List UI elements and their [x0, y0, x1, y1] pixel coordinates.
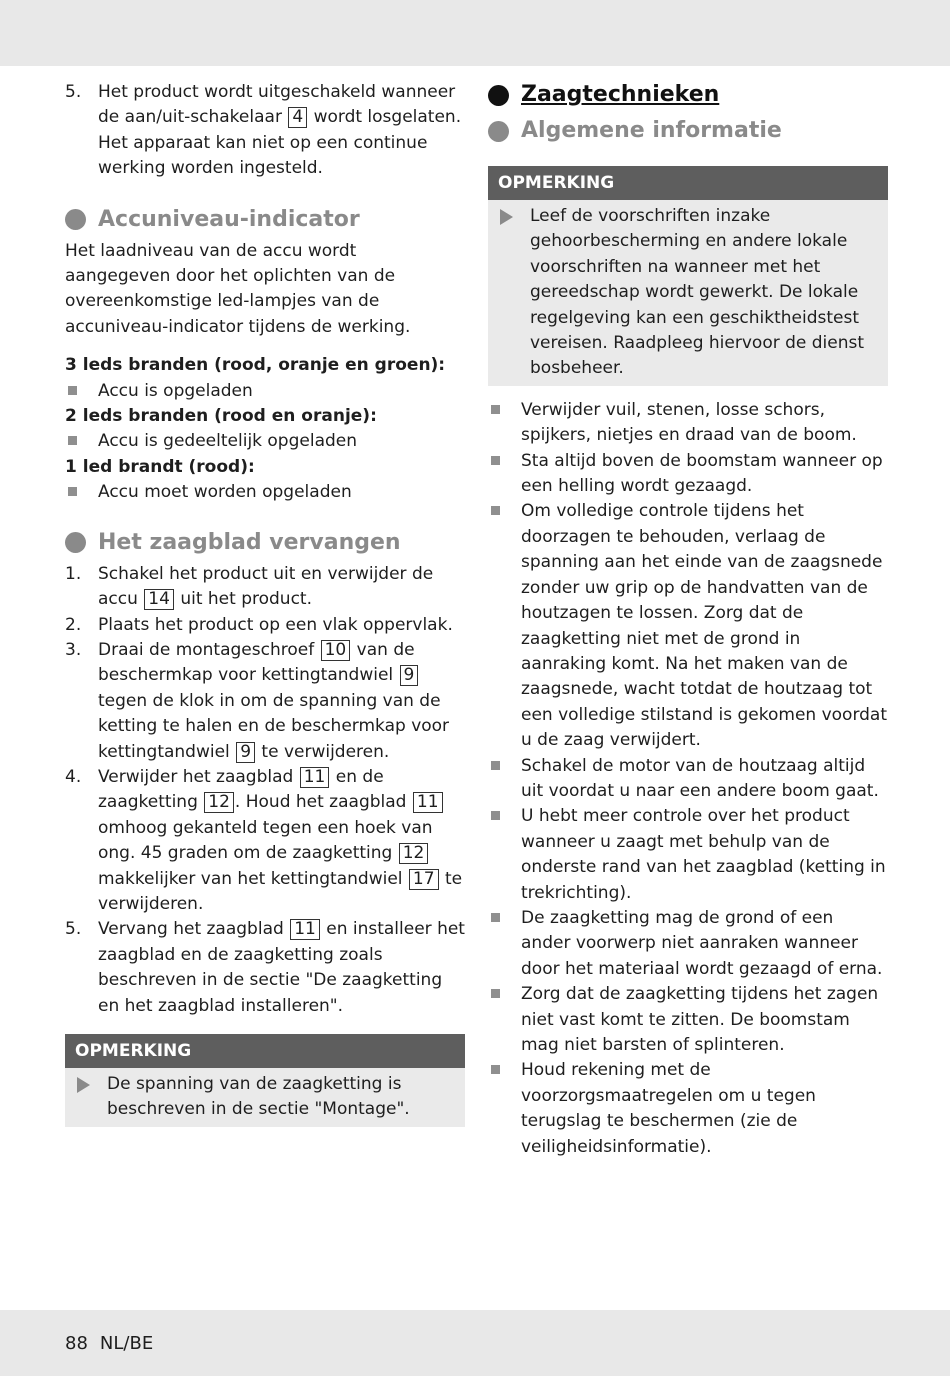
list-item [65, 429, 465, 454]
step-text-part: Schakel het product uit en verwijder de accu [98, 563, 434, 610]
square-bullet-icon [65, 480, 98, 505]
list-item [65, 379, 465, 404]
square-bullet-icon [488, 1058, 521, 1160]
step-text-part: makkelijker van het kettingtandwiel [98, 868, 403, 889]
list-item [488, 449, 888, 500]
list-item [65, 480, 465, 505]
step-text-part: en installeer het zaagblad en de zaagketting zoals beschreven in de sectie "De zaagketting en het zaagblad installeren". [98, 919, 465, 1016]
section-heading-accu [65, 205, 465, 235]
arrow-right-icon [498, 204, 530, 382]
step-text-part: Verwijder het zaagblad [98, 766, 294, 787]
note-item [498, 204, 878, 382]
step-text-part: Vervang het zaagblad [98, 919, 284, 940]
step-number: 5. [65, 919, 82, 940]
state-title: 3 leds branden (rood, oranje en groen): [65, 355, 446, 376]
square-bullet-icon [65, 379, 98, 404]
step-text [98, 562, 465, 613]
section-heading-blade [65, 528, 465, 558]
bullet-dot-icon [65, 209, 86, 230]
square-bullet-icon [488, 982, 521, 1058]
list-item [488, 398, 888, 449]
item-text: Schakel de motor van de houtzaag altijd uit voordat u naar een andere boom gaat. [521, 755, 879, 801]
step-1 [65, 562, 465, 613]
item-text: Sta altijd boven de boomstam wanneer op een helling wordt gezaagd. [521, 450, 883, 497]
part-ref: 11 [290, 919, 320, 940]
square-bullet-icon [488, 804, 521, 906]
part-ref: 11 [413, 792, 443, 813]
square-bullet-icon [488, 398, 521, 449]
part-ref: 9 [236, 742, 255, 763]
bullet-list [488, 398, 888, 1160]
step-3 [65, 638, 465, 765]
step-number: 4. [65, 766, 82, 787]
bullet-dot-icon [488, 85, 509, 106]
list-item [488, 499, 888, 753]
step-text-part: tegen de klok in om de spanning van de ketting te halen en de beschermkap voor kettingtandwiel [98, 690, 450, 762]
square-bullet-icon [488, 449, 521, 500]
item-text: Accu is gedeeltelijk opgeladen [98, 431, 358, 452]
step-5b [65, 917, 465, 1019]
step-number: 1. [65, 563, 82, 584]
item-text: U hebt meer controle over het product wanneer u zaagt met behulp van de onderste rand van het zaagblad (ketting in trekrichting). [521, 806, 886, 903]
right-column [488, 80, 888, 1160]
step-text-part: wordt losgelaten. Het apparaat kan niet op een continue werking worden ingesteld. [98, 107, 462, 179]
item-text: Houd rekening met de voorzorgsmaatregelen om u tegen terugslag te beschermen (zie de veiligheidsinformatie). [521, 1060, 816, 1157]
heading-text: Accuniveau-indicator [98, 206, 360, 232]
list-item [488, 906, 888, 982]
square-bullet-icon [488, 906, 521, 982]
step-text-part: . Houd het zaagblad [234, 792, 407, 813]
part-ref: 4 [288, 107, 307, 128]
part-ref: 10 [321, 640, 351, 661]
step-text [98, 765, 465, 917]
list-item [488, 754, 888, 805]
list-item [488, 1058, 888, 1160]
bullet-dot-icon [65, 532, 86, 553]
step-text [98, 80, 465, 182]
note-item [75, 1072, 455, 1123]
item-text: Zorg dat de zaagketting tijdens het zagen niet vast komt te zitten. De boomstam mag niet barsten of splinteren. [521, 984, 879, 1055]
part-ref: 14 [144, 589, 174, 610]
step-number: 2. [65, 614, 82, 635]
step-text: Plaats het product op een vlak oppervlak. [98, 614, 453, 635]
part-ref: 12 [204, 792, 234, 813]
item-text: Om volledige controle tijdens het doorzagen te behouden, verlaag de spanning aan het einde van de zaagsnede zonder uw grip op de handvatten van de houtzagen te lossen. Zorg dat de zaagketting niet met de grond in aanraking komt. Na het maken van de zaagsnede, wacht totdat de houtzaag tot een volledige stilstand is gekomen voordat u de zaag verwijdert. [521, 501, 888, 751]
part-ref: 12 [399, 843, 429, 864]
list-item [488, 804, 888, 906]
part-ref: 9 [400, 665, 419, 686]
step-number: 3. [65, 639, 82, 660]
step-text-part: van de beschermkap voor kettingtandwiel [98, 639, 415, 686]
step-text-part: Het product wordt uitgeschakeld wanneer de aan/uit-schakelaar [98, 82, 456, 128]
square-bullet-icon [488, 499, 521, 753]
step-text-part: te verwijderen. [98, 868, 463, 914]
page-locale: NL/BE [99, 1333, 154, 1354]
step-text-part: uit het product. [180, 589, 313, 610]
state-title: 2 leds branden (rood en oranje): [65, 406, 377, 427]
step-text-part: omhoog gekanteld tegen een hoek van ong. 45 graden om de zaagketting [98, 817, 433, 864]
heading-text: Het zaagblad vervangen [98, 529, 401, 555]
section-heading-sub [488, 116, 888, 146]
square-bullet-icon [488, 754, 521, 805]
accu-intro: Het laadniveau van de accu wordt aangegeven door het oplichten van de overeenkomstige led-lampjes van de accuniveau-indicator tijdens de werking. [65, 240, 411, 337]
left-column [65, 80, 465, 1127]
note-box [65, 1034, 465, 1127]
step-number: 5. [65, 82, 82, 102]
item-text: Accu is opgeladen [98, 380, 253, 401]
note-body [65, 1068, 465, 1127]
note-text: Leef de voorschriften inzake gehoorbescherming en andere lokale voorschriften na wanneer met het gereedschap wordt gewerkt. De lokale regelgeving kan een geschiktheidstest vereisen. Raadpleeg hiervoor de dienst bosbeheer. [530, 206, 865, 379]
step-text-part: Draai de montageschroef [98, 639, 315, 660]
step-4 [65, 765, 465, 917]
section-heading-main [488, 80, 888, 110]
step-text [98, 917, 465, 1019]
page-number: 88 [65, 1333, 88, 1354]
step-5 [65, 80, 465, 182]
item-text: Verwijder vuil, stenen, losse schors, spijkers, nietjes en draad van de boom. [521, 399, 857, 446]
arrow-right-icon [75, 1072, 107, 1123]
part-ref: 11 [300, 767, 330, 788]
step-text-part: te verwijderen. [261, 741, 390, 762]
part-ref: 17 [409, 869, 439, 890]
item-text: De zaagketting mag de grond of een ander voorwerp niet aanraken wanneer door het materiaal wordt gezaagd of erna. [521, 907, 883, 979]
heading-text: Algemene informatie [521, 118, 782, 143]
bullet-dot-icon [488, 121, 509, 142]
state-title: 1 led brandt (rood): [65, 456, 255, 477]
step-text [98, 638, 465, 765]
item-text: Accu moet worden opgeladen [98, 482, 352, 503]
heading-text: Zaagtechnieken [521, 82, 720, 107]
list-item [488, 982, 888, 1058]
note-text: De spanning van de zaagketting is beschreven in de sectie "Montage". [107, 1074, 410, 1120]
step-text-part: en de zaagketting [98, 766, 384, 813]
square-bullet-icon [65, 429, 98, 454]
note-label: OPMERKING [65, 1034, 465, 1068]
header-band [0, 0, 950, 66]
note-box [488, 166, 888, 386]
step-2 [65, 613, 465, 638]
note-label: OPMERKING [488, 166, 888, 200]
note-body [488, 200, 888, 386]
page-footer [65, 1332, 165, 1356]
